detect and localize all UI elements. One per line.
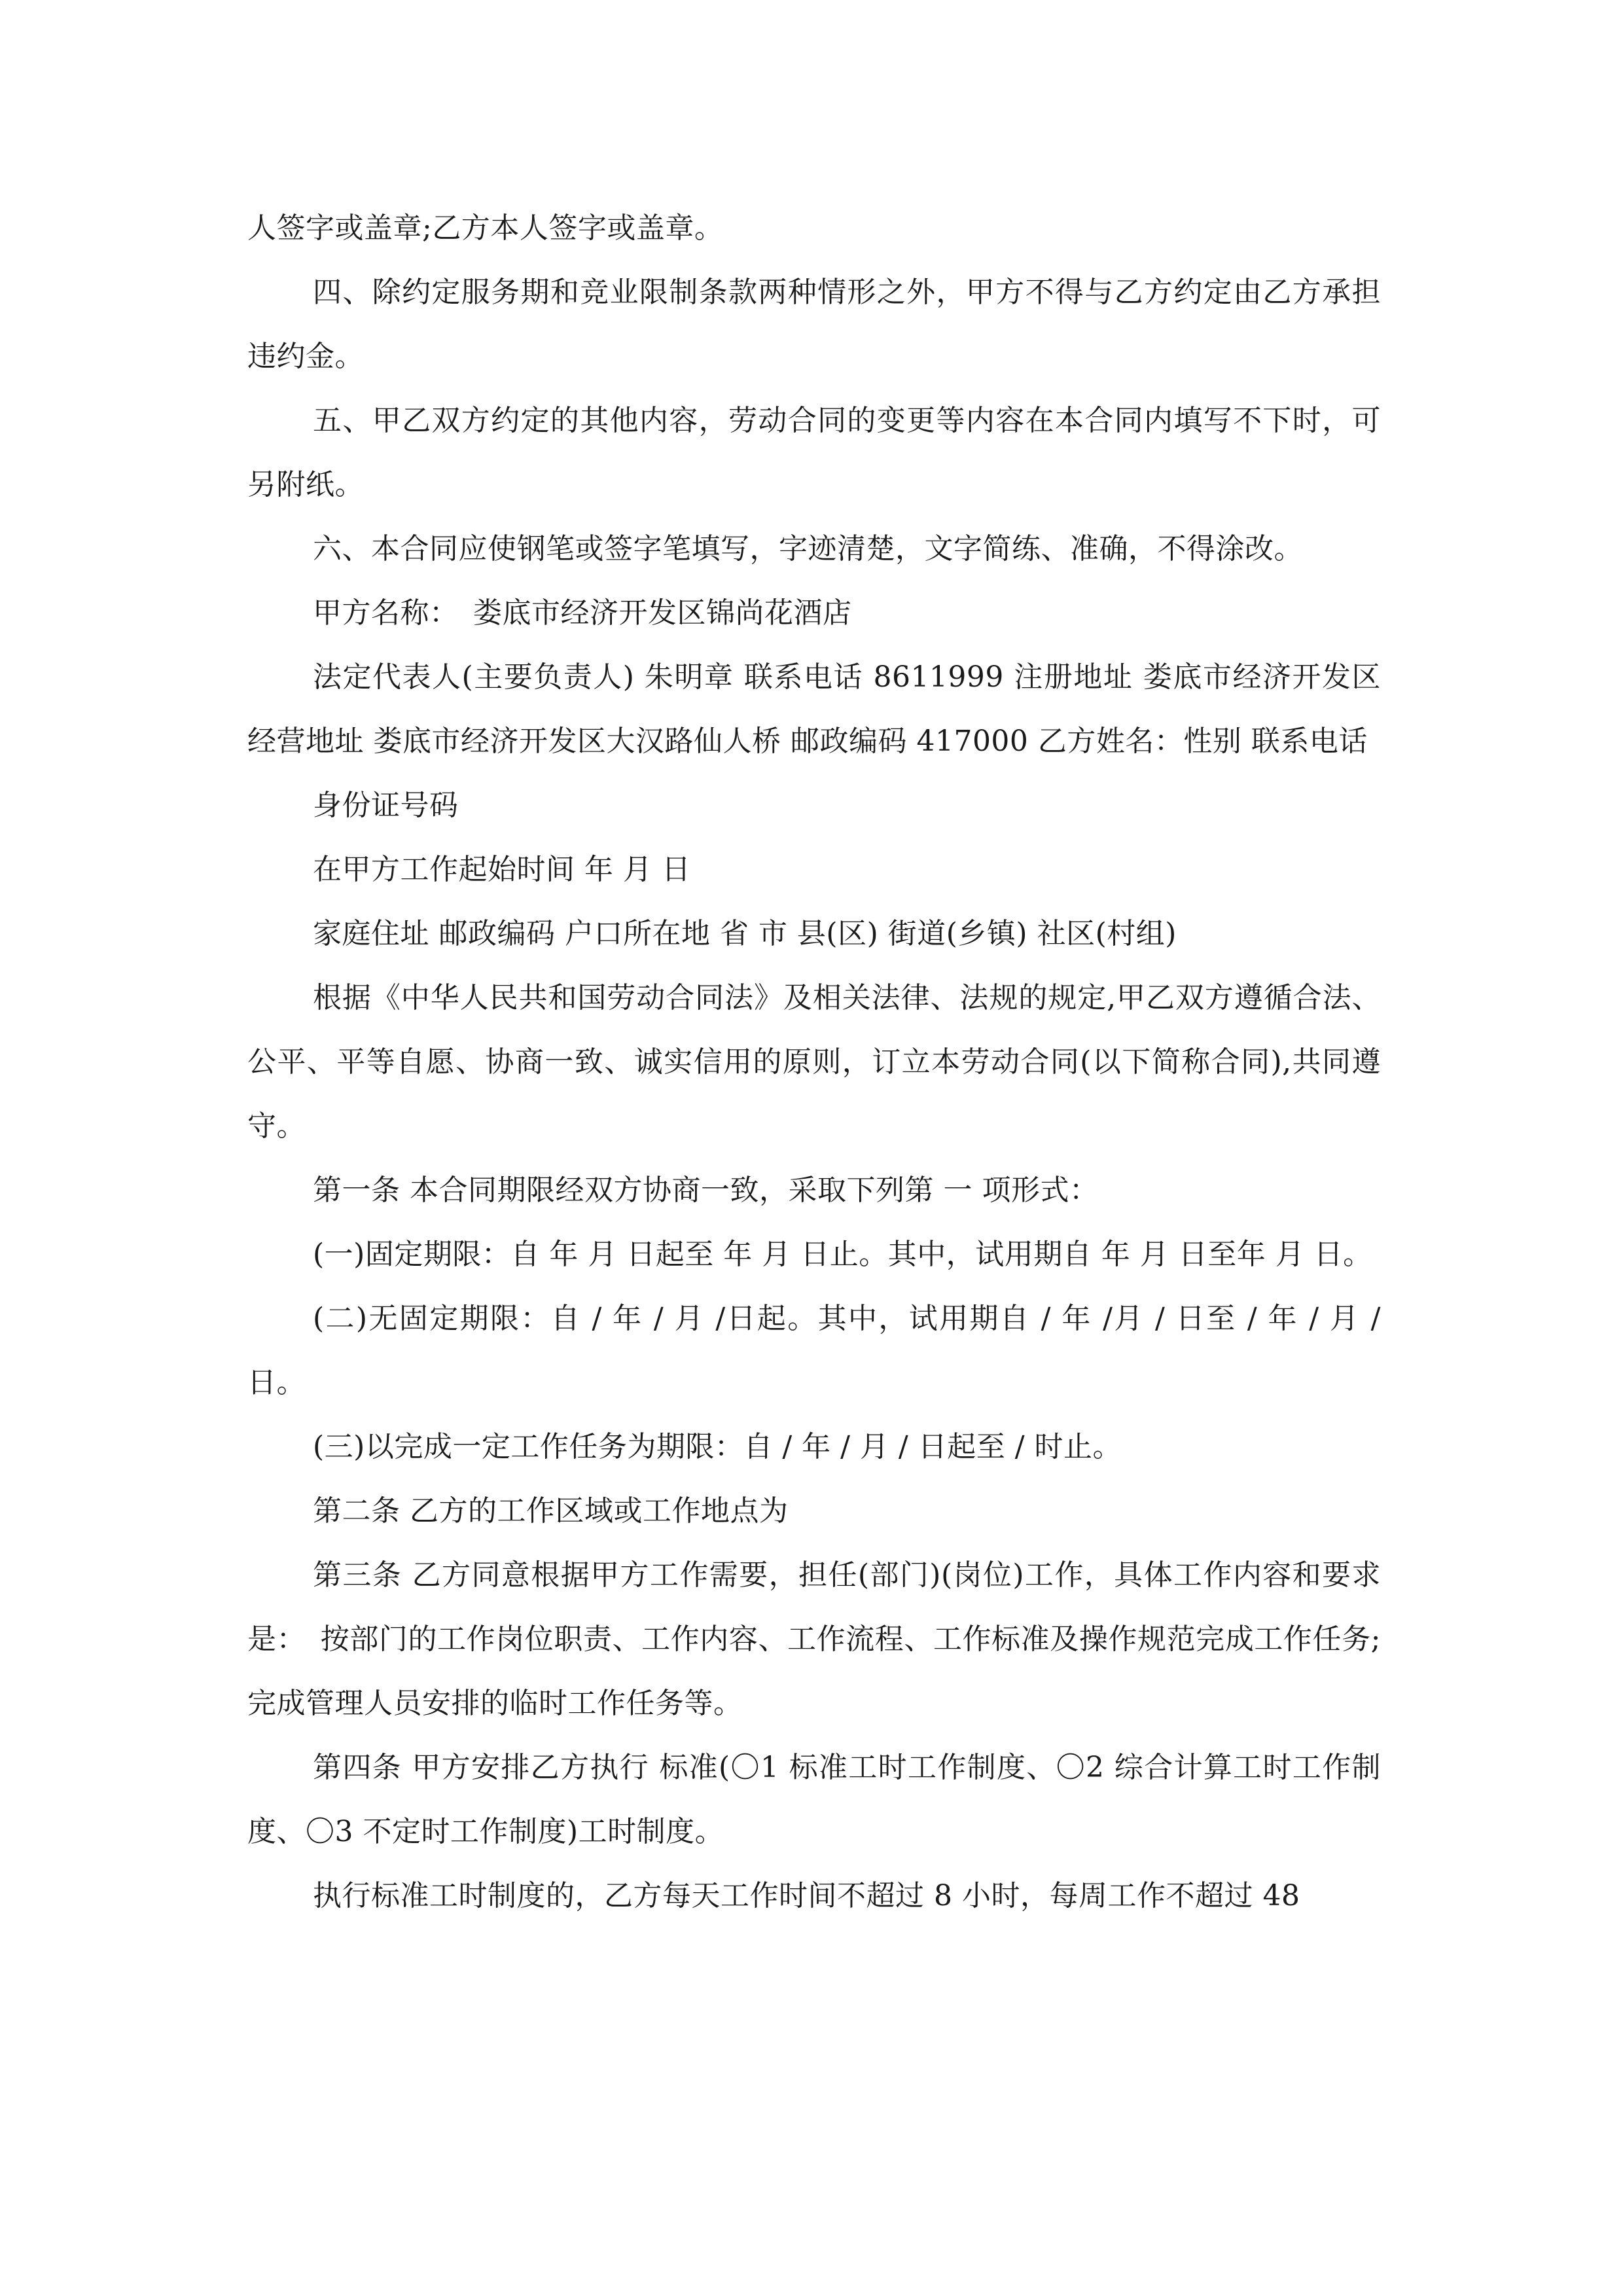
paragraph: 人签字或盖章;乙方本人签字或盖章。	[247, 211, 724, 245]
article-1-option-1: (一)固定期限：自 年 月 日起至 年 月 日止。其中，试用期自 年 月 日至年 月 日。	[313, 1238, 1372, 1271]
article-1-option-3: (三)以完成一定工作任务为期限：自 / 年 / 月 / 日起至 / 时止。	[313, 1430, 1122, 1463]
article-1: 第一条 本合同期限经双方协商一致，采取下列第 一 项形式：	[313, 1174, 1099, 1207]
article-1-option-2: (二)无固定期限：自 / 年 / 月 /日起。其中，试用期自 / 年 /月 / 日至 / 年 / 月 / 日。	[247, 1302, 1381, 1399]
paragraph: 五、甲乙双方约定的其他内容，劳动合同的变更等内容在本合同内填写不下时，可另附纸。	[247, 404, 1381, 501]
address-field: 家庭住址 邮政编码 户口所在地 省 市 县(区) 街道(乡镇) 社区(村组)	[313, 917, 1177, 950]
article-3: 第三条 乙方同意根据甲方工作需要，担任(部门)(岗位)工作，具体工作内容和要求是： 按部门的工作岗位职责、工作内容、工作流程、工作标准及操作规范完成工作任务;完成管理人员安排的临时工作任务等。	[247, 1558, 1381, 1720]
article-2: 第二条 乙方的工作区域或工作地点为	[313, 1494, 789, 1528]
party-details: 法定代表人(主要负责人) 朱明章 联系电话 8611999 注册地址 娄底市经济开发区 经营地址 娄底市经济开发区大汉路仙人桥 邮政编码 417000 乙方姓名：性别 联系电话	[247, 660, 1381, 758]
article-4: 第四条 甲方安排乙方执行 标准(〇1 标准工时工作制度、〇2 综合计算工时工作制度、〇3 不定时工作制度)工时制度。	[247, 1751, 1381, 1848]
id-number-field: 身份证号码	[313, 789, 459, 822]
paragraph: 六、本合同应使钢笔或签字笔填写，字迹清楚，文字简练、准确，不得涂改。	[313, 532, 1303, 565]
paragraph: 根据《中华人民共和国劳动合同法》及相关法律、法规的规定,甲乙双方遵循合法、公平、平等自愿、协商一致、诚实信用的原则，订立本劳动合同(以下简称合同),共同遵守。	[247, 981, 1381, 1143]
start-date-field: 在甲方工作起始时间 年 月 日	[313, 853, 691, 886]
party-a-name: 甲方名称： 娄底市经济开发区锦尚花酒店	[313, 596, 852, 630]
paragraph: 四、除约定服务期和竞业限制条款两种情形之外，甲方不得与乙方约定由乙方承担违约金。	[247, 276, 1381, 373]
paragraph: 执行标准工时制度的，乙方每天工作时间不超过 8 小时，每周工作不超过 48	[313, 1879, 1300, 1912]
document-page	[247, 196, 1381, 1928]
